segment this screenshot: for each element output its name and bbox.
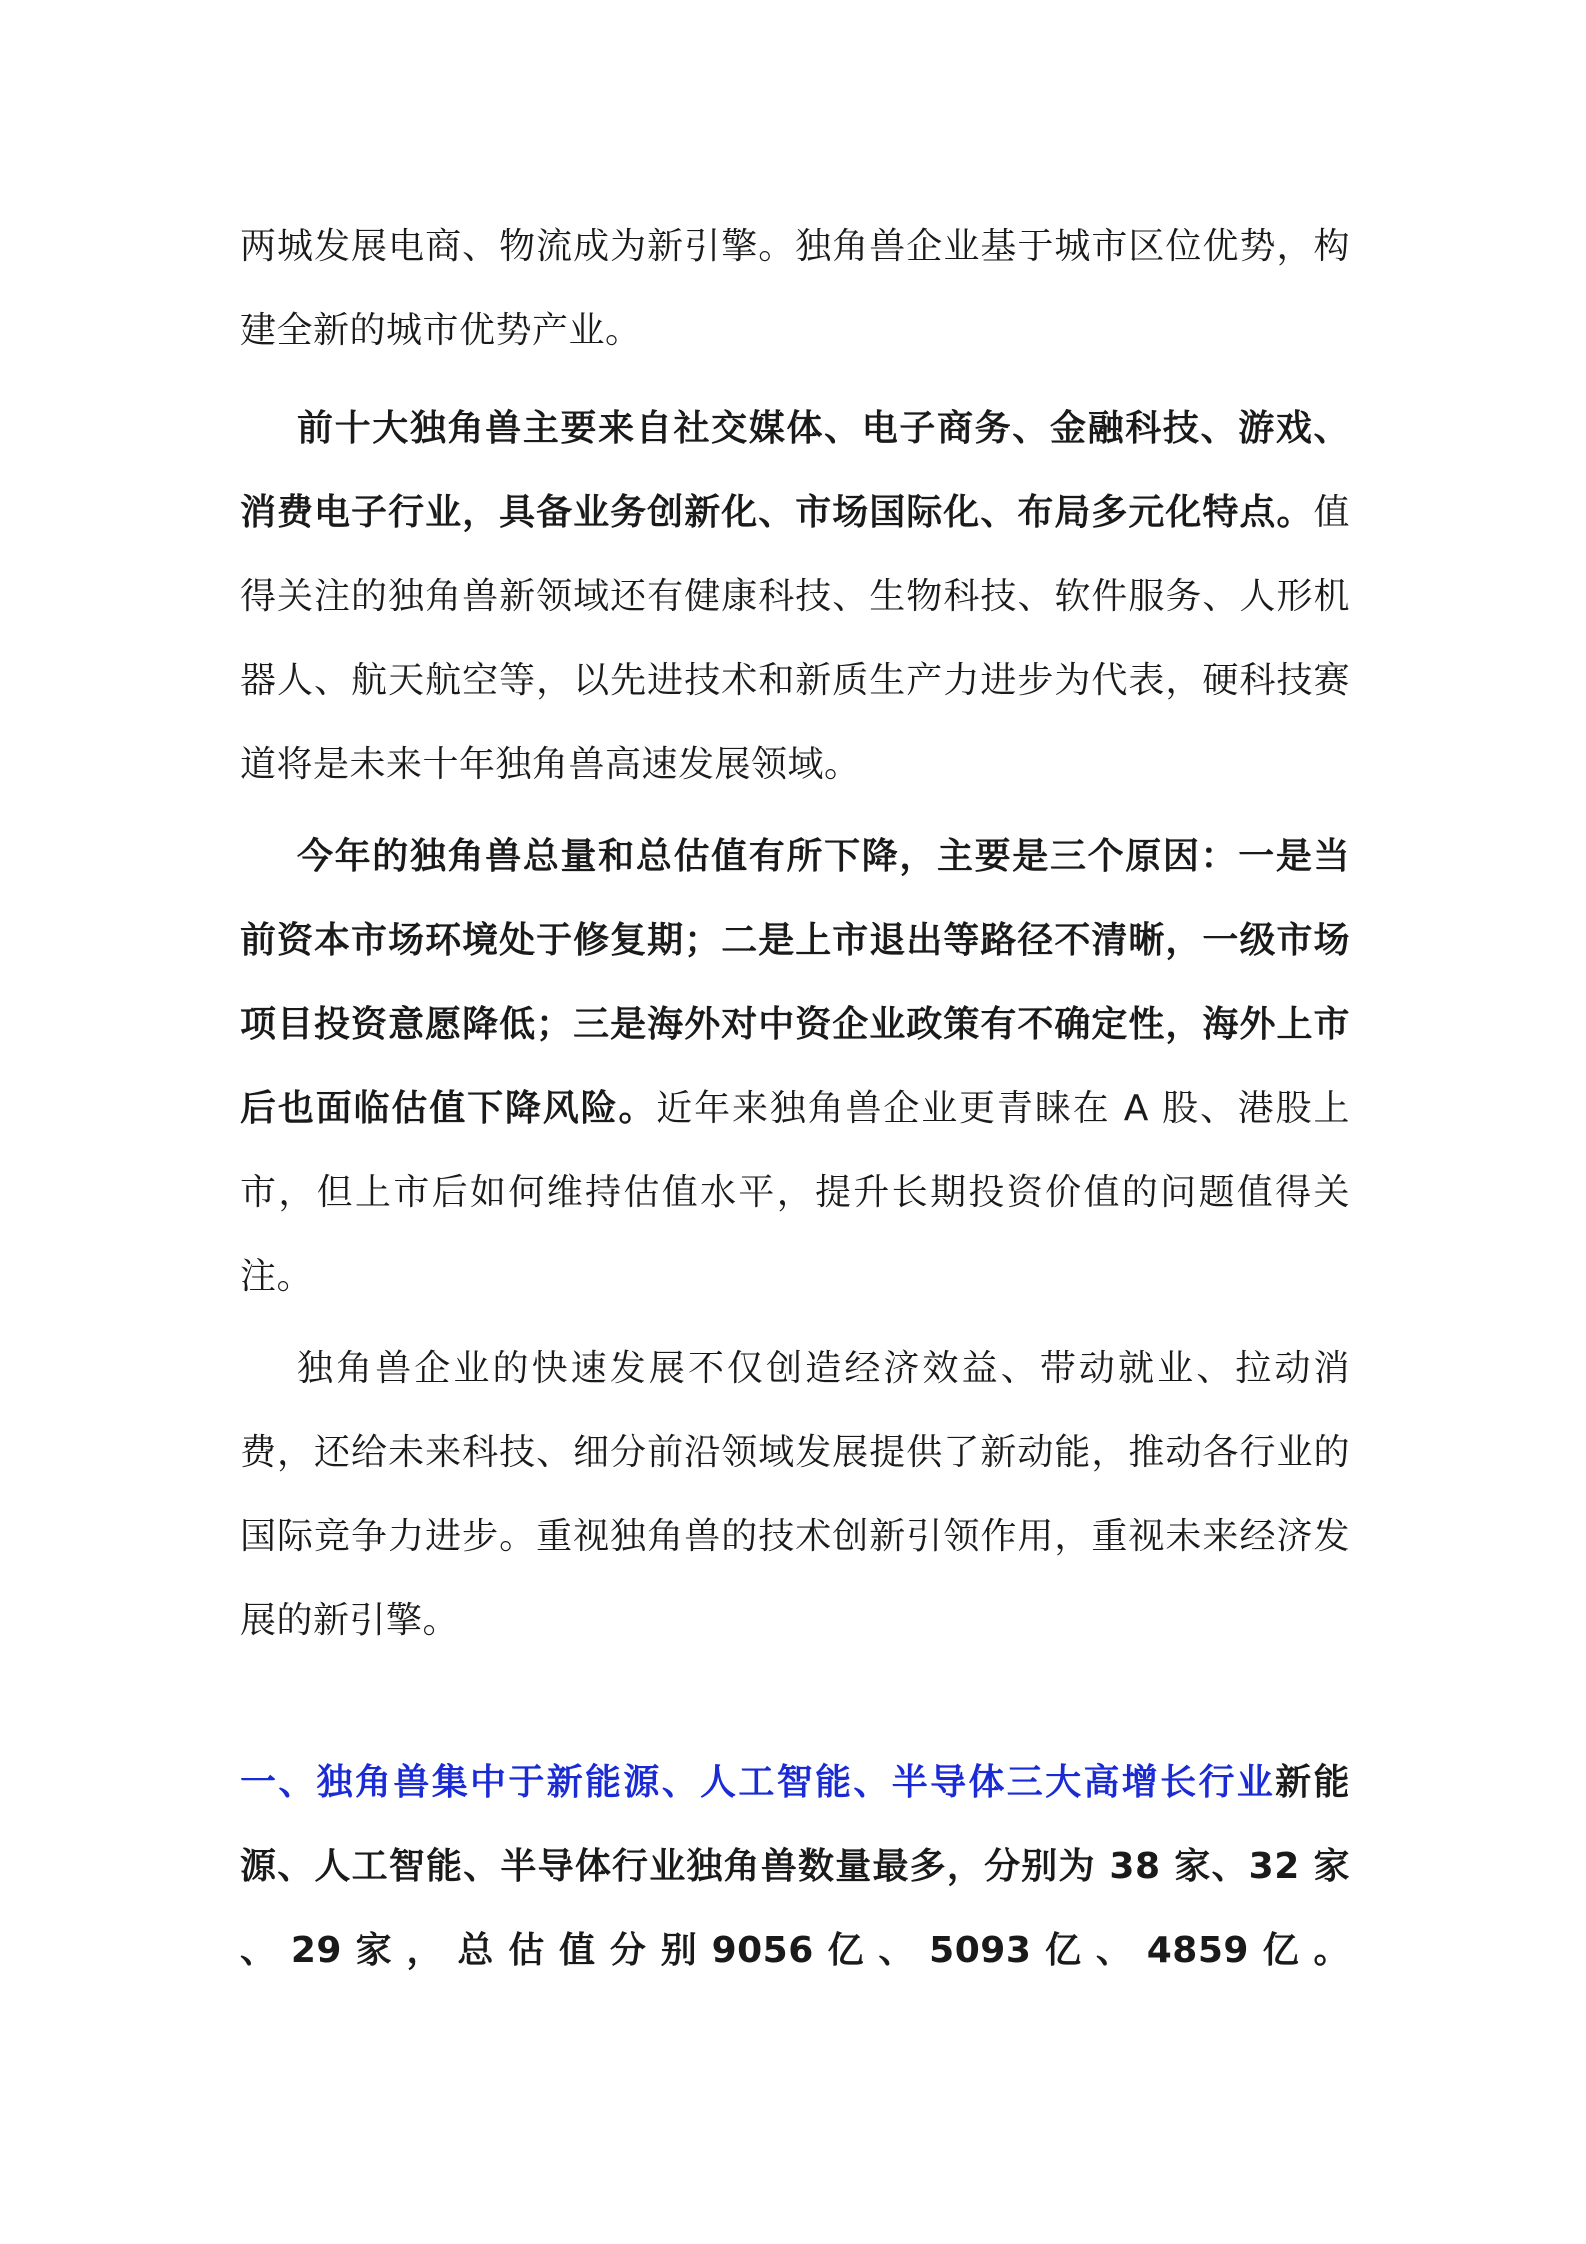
paragraph-bold-lead: 今年的独角兽总量和总估值有所下降，主要是三个原因：一是当前资本市场环境处于修复期；二是上市退出等路径不清晰，一级市场项目投资意愿降低；三是海外对中资企业政策有不确定性，海外上市后也面临估值下降风险。 — [240, 836, 1350, 1129]
paragraph-top-ten-unicorns — [240, 387, 1350, 807]
paragraph-text: 两城发展电商、物流成为新引擎。独角兽企业基于城市区位优势，构建全新的城市优势产业。 — [240, 226, 1350, 351]
section-one — [240, 1741, 1350, 1993]
paragraph-city-industries — [240, 205, 1350, 373]
paragraph-text: 独角兽企业的快速发展不仅创造经济效益、带动就业、拉动消费，还给未来科技、细分前沿领域发展提供了新动能，推动各行业的国际竞争力进步。重视独角兽的技术创新引领作用，重视未来经济发展的新引擎。 — [240, 1348, 1350, 1641]
paragraph-decline-reasons — [240, 815, 1350, 1319]
paragraph-text: 值得关注的独角兽新领域还有健康科技、生物科技、软件服务、人形机器人、航天航空等，以先进技术和新质生产力进步为代表，硬科技赛道将是未来十年独角兽高速发展领域。 — [240, 492, 1350, 785]
paragraph-bold-lead: 前十大独角兽主要来自社交媒体、电子商务、金融科技、游戏、消费电子行业，具备业务创新化、市场国际化、布局多元化特点。 — [240, 408, 1350, 533]
paragraph-unicorn-value — [240, 1327, 1350, 1663]
section-heading: 一、独角兽集中于新能源、人工智能、半导体三大高增长行业 — [240, 1762, 1276, 1803]
document-page — [240, 205, 1350, 1993]
section-bold-text: 新能源、人工智能、半导体行业独角兽数量最多，分别为 38 家、32 家 、 29 家 ， 总 估 值 分 别 9056 亿 、 5093 亿 、 4859 亿 。 — [240, 1762, 1350, 1971]
paragraph-text: 近年来独角兽企业更青睐在 A 股、港股上市，但上市后如何维持估值水平，提升长期投资价值的问题值得关注。 — [240, 1088, 1350, 1297]
